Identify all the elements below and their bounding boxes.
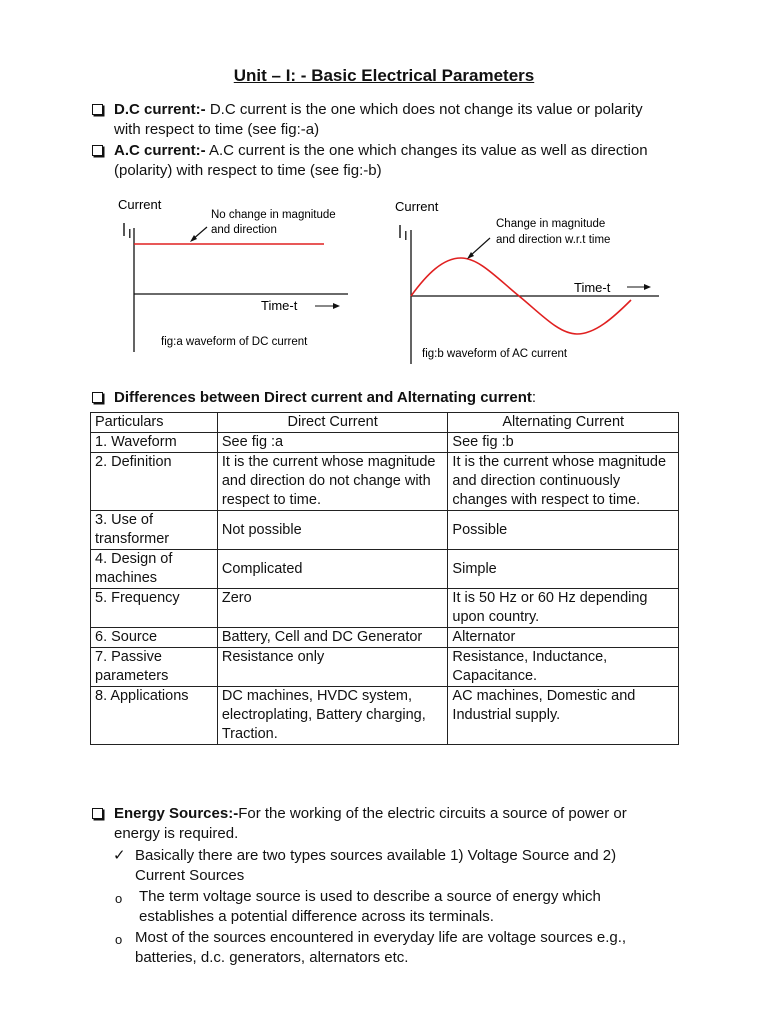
dc-caption: fig:a waveform of DC current [161,336,308,348]
table-row [91,433,679,453]
differences-colon: : [531,389,537,406]
dc-current-text-2: with respect to time (see fig:-a) [114,121,320,138]
ac-current-text: A.C current is the one which changes its value as well as direction [205,142,648,159]
dc-waveform-figure [108,190,358,355]
row-dc-value: DC machines, HVDC system, electroplating, Battery charging, Traction. [217,687,448,745]
voltage-source-examples-1: Most of the sources encountered in everyday life are voltage sources e.g., [135,929,627,946]
table-row [91,589,679,628]
table-row [91,628,679,648]
row-particular: 7. Passive parameters [91,648,218,687]
ac-caption: fig:b waveform of AC current [422,348,568,360]
ac-y-arrow-label: I [404,228,408,243]
voltage-source-examples-2: batteries, d.c. generators, alternators etc. [135,949,409,966]
ac-current-label: A.C current:- [114,142,206,159]
table-row [91,687,679,745]
source-types-line-1: Basically there are two types sources available 1) Voltage Source and 2) [135,847,617,864]
row-ac-value: Possible [448,511,679,550]
row-ac-value: AC machines, Domestic and Industrial supply. [448,687,679,745]
row-dc-value: Battery, Cell and DC Generator [217,628,448,648]
row-dc-value: Zero [217,589,448,628]
dc-annotation-1: No change in magnitude [211,209,336,221]
ac-x-arrowhead [644,284,651,290]
ac-current-text-2: (polarity) with respect to time (see fig:-b) [114,162,382,179]
header-particulars: Particulars [91,413,218,433]
circle-bullet-icon: o [115,891,123,906]
dc-x-arrowhead [333,303,340,309]
energy-sources-bullet [92,804,702,844]
differences-heading: Differences between Direct current and Alternating current [114,389,532,406]
voltage-source-definition-1: The term voltage source is used to describe a source of energy which [139,888,601,905]
row-dc-value: Complicated [217,550,448,589]
comparison-table [90,412,679,745]
circle-bullet-icon: o [115,932,123,947]
table-row [91,453,679,511]
row-particular: 3. Use of transformer [91,511,218,550]
checkbox-bullet-icon [92,808,103,819]
checkmark-icon: ✓ [113,847,126,864]
row-particular: 5. Frequency [91,589,218,628]
energy-sources-label: Energy Sources:- [114,805,239,822]
row-ac-value: It is 50 Hz or 60 Hz depending upon country. [448,589,679,628]
row-particular: 6. Source [91,628,218,648]
row-ac-value: Resistance, Inductance, Capacitance. [448,648,679,687]
ac-x-label: Time-t [574,280,611,295]
dc-annotation-2: and direction [211,224,277,236]
table-row [91,648,679,687]
ac-waveform-figure [387,192,667,372]
row-particular: 2. Definition [91,453,218,511]
header-alternating-current: Alternating Current [448,413,679,433]
checkbox-bullet-icon [92,145,103,156]
table-row [91,550,679,589]
page-title: Unit – I: - Basic Electrical Parameters [233,66,535,85]
ac-y-label: Current [395,199,439,214]
table-row [91,511,679,550]
row-ac-value: It is the current whose magnitude and direction continuously changes with respect to time. [448,453,679,511]
voltage-source-definition-2: establishes a potential difference across its terminals. [139,908,494,925]
row-dc-value: Resistance only [217,648,448,687]
table-header-row [91,413,679,433]
ac-annotation-pointer [470,238,490,256]
checkbox-bullet-icon [92,104,103,115]
row-dc-value: See fig :a [217,433,448,453]
dc-y-label: Current [118,197,162,212]
row-dc-value: It is the current whose magnitude and direction do not change with respect to time. [217,453,448,511]
dc-current-label: D.C current:- [114,101,206,118]
ac-annotation-1: Change in magnitude [496,218,606,230]
source-types-line-2: Current Sources [135,867,245,884]
checkbox-bullet-icon [92,392,103,403]
dc-current-text: D.C current is the one which does not change its value or polarity [205,101,643,118]
energy-sources-text-2: energy is required. [114,825,239,842]
ac-annotation-2: and direction w.r.t time [496,234,611,246]
row-particular: 8. Applications [91,687,218,745]
row-particular: 1. Waveform [91,433,218,453]
row-ac-value: Simple [448,550,679,589]
ac-current-bullet [92,141,702,181]
dc-current-bullet [92,100,702,140]
dc-y-arrow-label: I [128,226,132,241]
row-ac-value: See fig :b [448,433,679,453]
header-direct-current: Direct Current [217,413,448,433]
row-ac-value: Alternator [448,628,679,648]
dc-x-label: Time-t [261,298,298,313]
row-dc-value: Not possible [217,511,448,550]
energy-sources-text: For the working of the electric circuits a source of power or [238,805,627,822]
differences-bullet [92,388,702,408]
row-particular: 4. Design of machines [91,550,218,589]
